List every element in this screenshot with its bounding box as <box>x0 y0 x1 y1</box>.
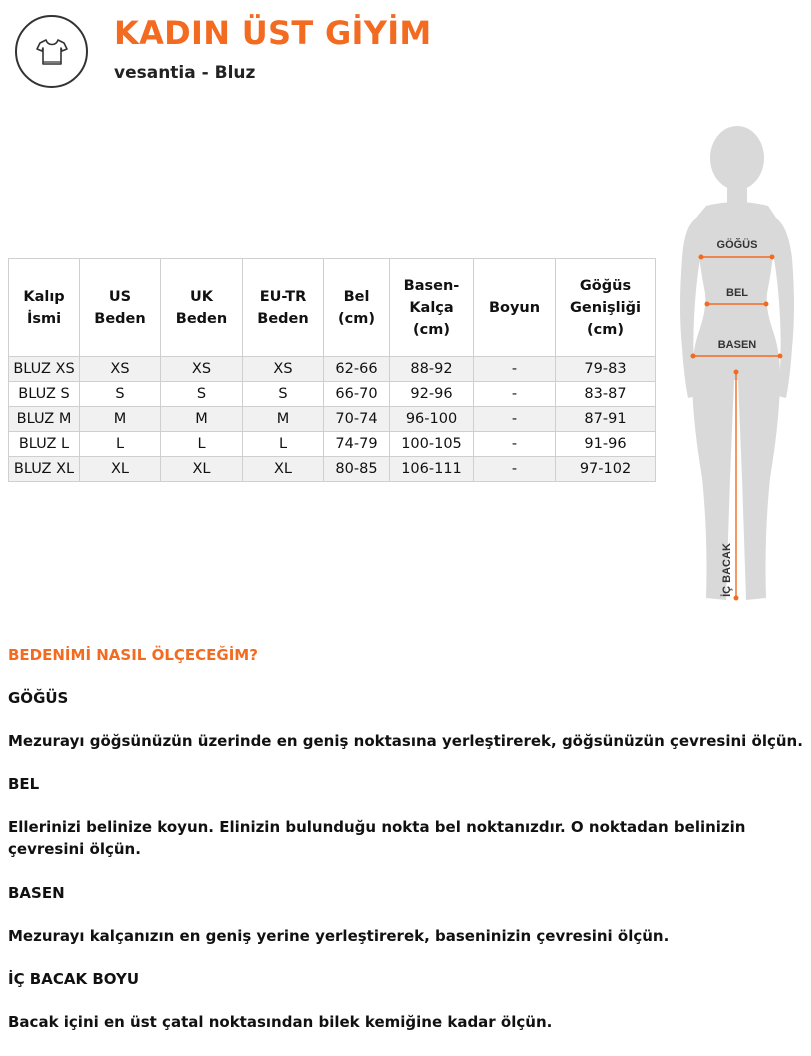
table-cell: M <box>243 407 324 432</box>
guide-title: BEDENİMİ NASIL ÖLÇECEĞİM? <box>8 646 258 664</box>
table-cell: L <box>161 432 243 457</box>
col-header-eutr: EU-TR Beden <box>243 259 324 357</box>
table-cell: 62-66 <box>324 357 390 382</box>
label-basen: BASEN <box>717 339 757 351</box>
table-cell: 80-85 <box>324 457 390 482</box>
label-gogus: GÖĞÜS <box>716 239 758 251</box>
table-cell: S <box>80 382 161 407</box>
table-cell: 79-83 <box>556 357 656 382</box>
table-header-row <box>9 259 656 357</box>
table-cell: 92-96 <box>390 382 474 407</box>
table-cell: S <box>243 382 324 407</box>
table-cell: 70-74 <box>324 407 390 432</box>
table-row <box>9 382 656 407</box>
table-cell: M <box>161 407 243 432</box>
body-silhouette <box>660 118 811 623</box>
col-header-boyun: Boyun <box>474 259 556 357</box>
guide-text-ic-bacak: Bacak içini en üst çatal noktasından bilek kemiğine kadar ölçün. <box>8 1013 553 1031</box>
guide-text-gogus: Mezurayı göğsünüzün üzerinde en geniş noktasına yerleştirerek, göğsünüzün çevresini ölçün. <box>8 732 803 750</box>
table-cell: BLUZ XL <box>9 457 80 482</box>
page-header <box>0 0 811 100</box>
label-bel: BEL <box>726 287 748 299</box>
table-cell: L <box>80 432 161 457</box>
table-cell: XS <box>161 357 243 382</box>
size-table <box>8 258 656 482</box>
guide-heading-basen: BASEN <box>8 884 65 902</box>
table-cell: XS <box>80 357 161 382</box>
table-cell: 97-102 <box>556 457 656 482</box>
table-row <box>9 407 656 432</box>
table-cell: S <box>161 382 243 407</box>
page-title: KADIN ÜST GİYİM <box>114 14 432 52</box>
table-cell: 87-91 <box>556 407 656 432</box>
table-cell: BLUZ L <box>9 432 80 457</box>
col-header-us: US Beden <box>80 259 161 357</box>
table-cell: - <box>474 357 556 382</box>
table-cell: L <box>243 432 324 457</box>
table-cell: XL <box>80 457 161 482</box>
guide-heading-bel: BEL <box>8 775 40 793</box>
label-ic-bacak: İÇ BACAK <box>721 543 733 597</box>
table-cell: 88-92 <box>390 357 474 382</box>
table-cell: BLUZ S <box>9 382 80 407</box>
col-header-kalip: Kalıp İsmi <box>9 259 80 357</box>
table-cell: - <box>474 407 556 432</box>
col-header-basen: Basen-Kalça (cm) <box>390 259 474 357</box>
col-header-uk: UK Beden <box>161 259 243 357</box>
table-cell: XL <box>243 457 324 482</box>
table-cell: 96-100 <box>390 407 474 432</box>
table-cell: 91-96 <box>556 432 656 457</box>
table-cell: 83-87 <box>556 382 656 407</box>
table-cell: 106-111 <box>390 457 474 482</box>
table-row <box>9 457 656 482</box>
measurement-figure <box>660 118 811 623</box>
table-cell: - <box>474 457 556 482</box>
tshirt-icon <box>32 32 72 72</box>
table-row <box>9 357 656 382</box>
table-cell: 66-70 <box>324 382 390 407</box>
guide-text-bel: Ellerinizi belinize koyun. Elinizin bulunduğu nokta bel noktanızdır. O noktadan belinizin çevresini ölçün. <box>8 818 746 858</box>
product-subtitle: vesantia - Bluz <box>114 63 256 83</box>
table-row <box>9 432 656 457</box>
table-cell: 74-79 <box>324 432 390 457</box>
table-cell: M <box>80 407 161 432</box>
table-cell: XS <box>243 357 324 382</box>
table-cell: BLUZ M <box>9 407 80 432</box>
table-cell: BLUZ XS <box>9 357 80 382</box>
table-cell: 100-105 <box>390 432 474 457</box>
table-cell: XL <box>161 457 243 482</box>
guide-heading-ic-bacak: İÇ BACAK BOYU <box>8 970 140 988</box>
guide-text-basen: Mezurayı kalçanızın en geniş yerine yerleştirerek, baseninizin çevresini ölçün. <box>8 927 670 945</box>
col-header-bel: Bel (cm) <box>324 259 390 357</box>
table-cell: - <box>474 382 556 407</box>
category-logo <box>15 15 88 88</box>
col-header-gogus: Göğüs Genişliği (cm) <box>556 259 656 357</box>
guide-heading-gogus: GÖĞÜS <box>8 689 69 707</box>
table-cell: - <box>474 432 556 457</box>
